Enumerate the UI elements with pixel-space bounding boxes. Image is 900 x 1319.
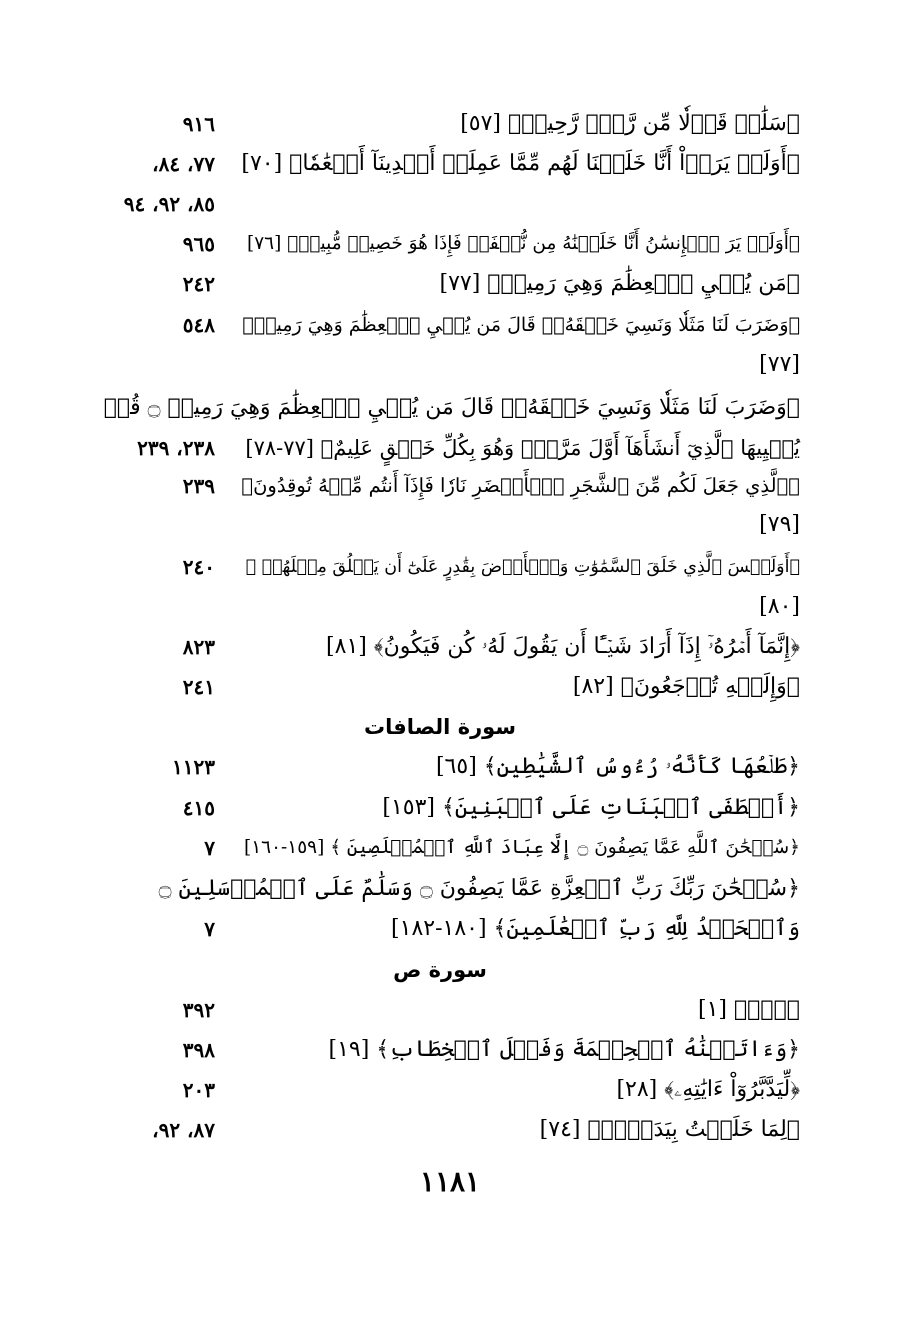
index-entry: [100, 1030, 800, 1070]
index-entry-continuation: [100, 909, 800, 949]
verse-text: ﴿مَن يُحۡيِ ٱلۡعِظَٰمَ وَهِيَ رَمِيمٞ﴾ [٧٧]: [439, 271, 800, 296]
verse-text: ﴿أَصۡطَفَى ٱلۡبَنَاتِ عَلَى ٱلۡبَنِينَ﴾ [١٥٣]: [382, 795, 800, 820]
verse-text: ﴿وَإِلَيۡهِ تُرۡجَعُونَ﴾ [٨٢]: [572, 674, 800, 699]
index-entry: [100, 1110, 800, 1150]
verse-text: ﴿ٱلَّذِي جَعَلَ لَكُم مِّنَ ٱلشَّجَرِ ٱلۡأَخۡضَرِ نَارٗا فَإِذَآ أَنتُم مِّنۡهُ تُوقِدُونَ﴾: [241, 474, 800, 497]
index-entry: [100, 627, 800, 667]
verse-text: ﴿إِنَّمَآ أَمۡرُهُۥٓ إِذَآ أَرَادَ شَيۡـًٔا أَن يَقُولَ لَهُۥ كُن فَيَكُونُ﴾ [٨١]: [326, 634, 800, 659]
index-entry-continuation: [100, 184, 800, 224]
verse-text: ﴿وَضَرَبَ لَنَا مَثَلٗا وَنَسِيَ خَلۡقَهُۥۖ قَالَ مَن يُحۡيِ ٱلۡعِظَٰمَ وَهِيَ رَمِيمٞ ۝ قُلۡ: [103, 395, 800, 420]
verse-text: ﴿وَءَاتَيۡنَٰهُ ٱلۡحِكۡمَةَ وَفَصۡلَ ٱلۡخِطَابِ﴾ [١٩]: [328, 1037, 800, 1062]
index-entry-continuation: [100, 345, 800, 385]
page-refs: ٩١٦: [182, 112, 215, 136]
page-refs: ٧٧، ٨٤،: [152, 152, 215, 176]
page-refs: ٧: [204, 917, 215, 941]
page-refs: ٣٩٢: [182, 998, 215, 1022]
page-refs: ٢٠٣: [182, 1078, 215, 1102]
verse-text: ﴿لِمَا خَلَقۡتُ بِيَدَيَّۖ﴾ [٧٤]: [539, 1117, 800, 1142]
page-refs: ٢٤٢: [182, 272, 215, 296]
page-refs: ٢٣٨، ٢٣٩: [137, 436, 215, 460]
surah-heading-text: سورة الصافات: [363, 715, 516, 739]
index-entry: [100, 547, 800, 587]
page-refs: ٤١٥: [182, 796, 215, 820]
page-refs: ٨٧، ٩٢،: [152, 1118, 215, 1142]
index-entry: [100, 667, 800, 707]
index-entry: [100, 869, 800, 909]
verse-text-continuation: [٧٩]: [759, 512, 800, 537]
index-entry: [100, 788, 800, 828]
verse-text-continuation: [٨٠]: [759, 594, 800, 619]
index-entry-continuation: [100, 505, 800, 545]
page-refs: ٨٢٣: [182, 635, 215, 659]
page-refs: ٧: [204, 836, 215, 860]
page-refs: ٢٣٩: [182, 474, 215, 498]
surah-heading-text: سورة ص: [393, 958, 487, 982]
index-entry: [100, 990, 800, 1030]
index-entry: [100, 388, 800, 428]
page-refs: ٥٤٨: [182, 313, 215, 337]
verse-text: ﴿سُبۡحَٰنَ ٱللَّهِ عَمَّا يَصِفُونَ ۝ إِلَّا عِبَادَ ٱللَّهِ ٱلۡمُخۡلَصِينَ ﴾ [١٥٩-١٦٠]: [244, 837, 800, 858]
page-refs: ٢٤٠: [182, 555, 215, 579]
index-entry: [100, 1070, 800, 1110]
verse-text: ﴿سُبۡحَٰنَ رَبِّكَ رَبِّ ٱلۡعِزَّةِ عَمَّا يَصِفُونَ ۝ وَسَلَٰمٌ عَلَى ٱلۡمُرۡسَلِينَ ۝: [158, 876, 800, 901]
index-entry: [100, 224, 800, 264]
verse-text-continuation: [٧٧]: [759, 352, 800, 377]
verse-text-continuation: وَٱلۡحَمۡدُ لِلَّهِ رَبِّ ٱلۡعَٰلَمِينَ﴾ [١٨٠-١٨٢]: [391, 916, 800, 941]
index-entry: [100, 144, 800, 184]
verse-text: ﴿صٓۚ﴾ [١]: [697, 997, 800, 1022]
index-entry: [100, 305, 800, 345]
page-refs: ٢٤١: [182, 675, 215, 699]
surah-heading: [100, 950, 800, 990]
page-number: ١١٨١: [419, 1165, 481, 1198]
index-entry: [100, 466, 800, 506]
verse-text: ﴿أَوَلَيۡسَ ٱلَّذِي خَلَقَ ٱلسَّمَٰوَٰتِ وَٱلۡأَرۡضَ بِقَٰدِرٍ عَلَىٰٓ أَن يَخۡلُقَ مِثۡلَهُمۚ ﴾: [245, 557, 800, 577]
surah-heading: [100, 707, 800, 747]
verse-text: ﴿وَضَرَبَ لَنَا مَثَلٗا وَنَسِيَ خَلۡقَهُۥۖ قَالَ مَن يُحۡيِ ٱلۡعِظَٰمَ وَهِيَ رَمِيمٞ﴾: [242, 314, 800, 336]
verse-text: ﴿لِّيَدَّبَّرُوٓاْ ءَايَٰتِهِۦ﴾ [٢٨]: [616, 1077, 800, 1102]
index-entry: [100, 104, 800, 144]
index-entry: [100, 747, 800, 787]
page-refs: ٨٥، ٩٢، ٩٤: [123, 192, 215, 216]
page-refs: ١١٢٣: [172, 755, 215, 779]
verse-text: ﴿أَوَلَمۡ يَرَوۡاْ أَنَّا خَلَقۡنَا لَهُم مِّمَّا عَمِلَتۡ أَيۡدِينَآ أَنۡعَٰمٗا﴾ [٧٠]: [241, 151, 800, 176]
index-entry-continuation: [100, 587, 800, 627]
index-entry-continuation: [100, 428, 800, 468]
verse-text: ﴿أَوَلَمۡ يَرَ ٱلۡإِنسَٰنُ أَنَّا خَلَقۡنَٰهُ مِن نُّطۡفَةٖ فَإِذَا هُوَ خَصِيمٞ مُّبِينٞ﴾ [٧٦]: [247, 233, 800, 254]
verse-text-continuation: يُحۡيِيهَا ٱلَّذِيٓ أَنشَأَهَآ أَوَّلَ مَرَّةٖۖ وَهُوَ بِكُلِّ خَلۡقٍ عَلِيمٌ﴾ [٧٧-٧٨]: [245, 436, 800, 460]
verse-text: ﴿طَلۡعُهَا كَأَنَّهُۥ رُءُوسُ ٱلشَّيَٰطِينِ﴾ [٦٥]: [435, 754, 800, 779]
page-refs: ٣٩٨: [182, 1038, 215, 1062]
index-entry: [100, 264, 800, 304]
verse-text: ﴿سَلَٰمٞ قَوۡلٗا مِّن رَّبّٖ رَّحِيمٖ﴾ [٥٧]: [460, 111, 800, 136]
index-entry: [100, 828, 800, 868]
page-refs: ٩٦٥: [182, 232, 215, 256]
